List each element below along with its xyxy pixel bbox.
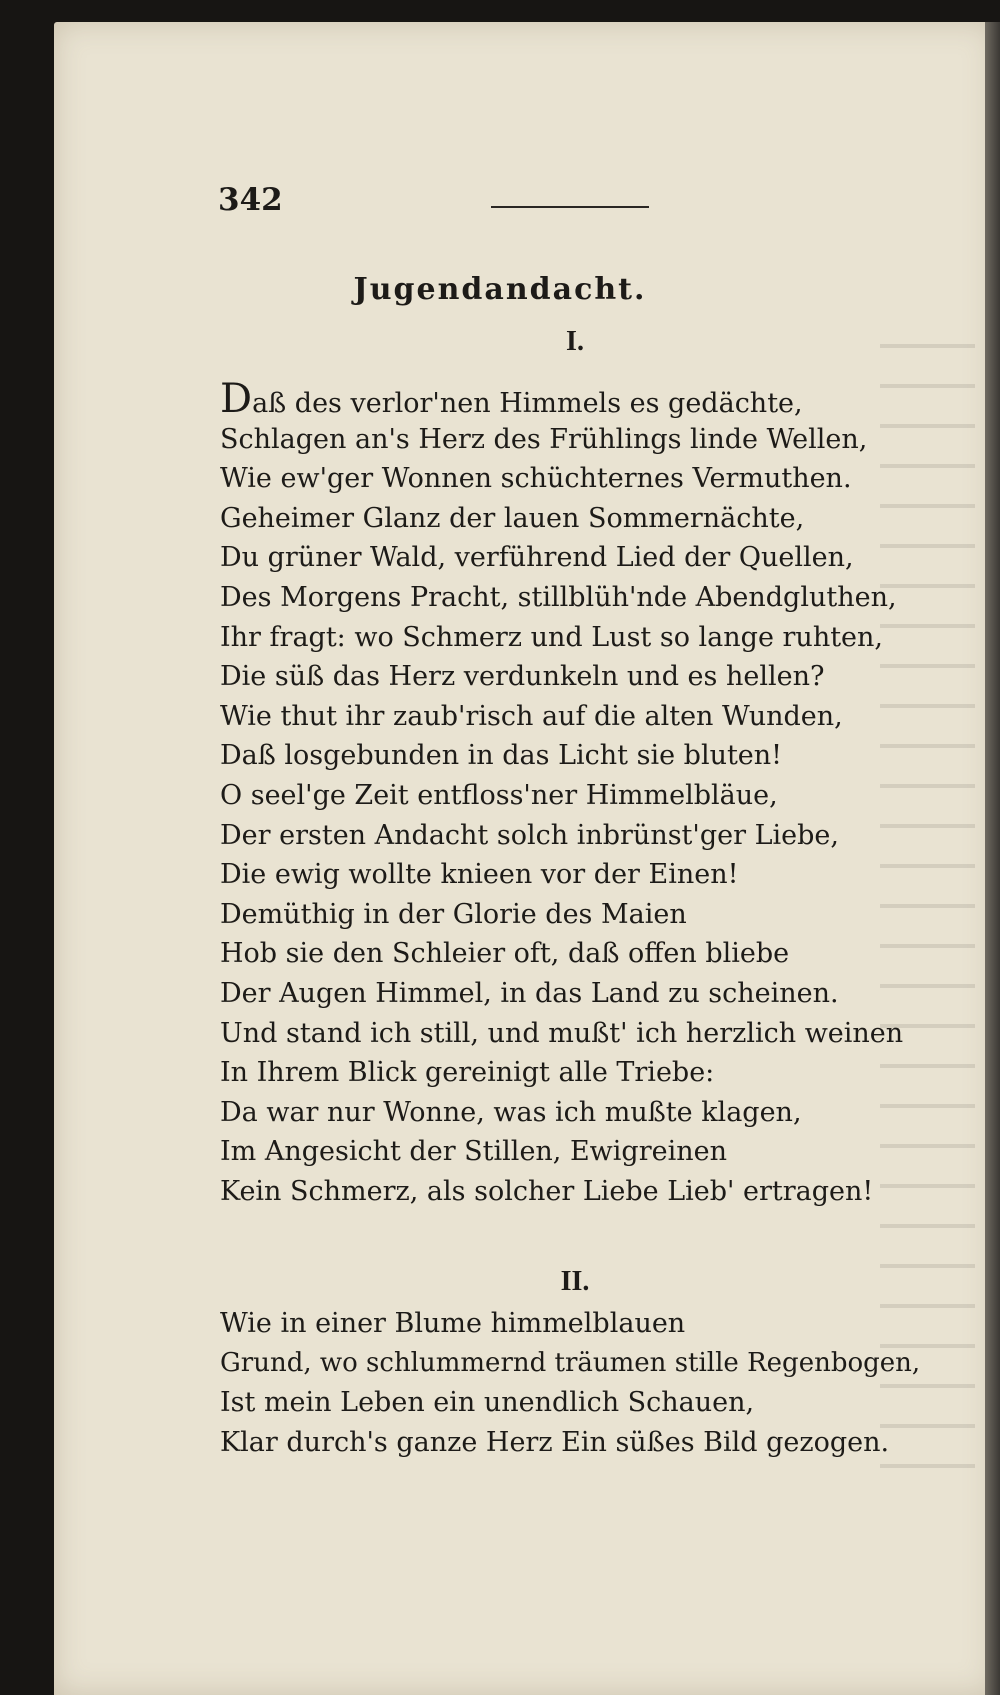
verse-line: Wie in einer Blume himmelblauen — [220, 1308, 686, 1339]
stanza-1 — [220, 376, 920, 1211]
verse-line: Die ewig wollte knieen vor der Einen! — [220, 859, 739, 891]
poem-title: Jugendandacht. — [353, 272, 647, 307]
verse-line: Im Angesicht der Stillen, Ewigreinen — [220, 1136, 727, 1168]
verse-line: Wie ew'ger Wonnen schüchternes Vermuthen. — [220, 463, 852, 495]
stanza-2 — [220, 1304, 920, 1462]
page-number: 342 — [218, 182, 283, 218]
verse-line: Ihr fragt: wo Schmerz und Lust so lange ruhten, — [220, 621, 884, 653]
verse-line: O seel'ge Zeit entfloss'ner Himmelbläue, — [220, 779, 778, 811]
verse-line: Geheimer Glanz der lauen Sommernächte, — [220, 502, 805, 534]
verse-line: Daß losgebunden in das Licht sie bluten! — [220, 740, 783, 772]
verse-line: Und stand ich still, und mußt' ich herzlich weinen — [220, 1017, 904, 1049]
verse-line: Demüthig in der Glorie des Maien — [220, 898, 687, 930]
verse-line: Schlagen an's Herz des Frühlings linde Wellen, — [220, 423, 868, 455]
verse-line: Wie thut ihr zaub'risch auf die alten Wunden, — [220, 700, 843, 732]
verse-line: Grund, wo schlummernd träumen stille Regenbogen, — [220, 1347, 921, 1378]
section-numeral-2: II. — [560, 1266, 590, 1297]
verse-line: Kein Schmerz, als solcher Liebe Lieb' ertragen! — [220, 1175, 874, 1207]
verse-line: Daß des verlor'nen Himmels es gedächte, — [220, 376, 803, 422]
verse-line: Klar durch's ganze Herz Ein süßes Bild gezogen. — [220, 1426, 890, 1458]
verse-line: Du grüner Wald, verführend Lied der Quellen, — [220, 542, 854, 574]
section-numeral-1: I. — [566, 326, 584, 357]
verse-line: Der ersten Andacht solch inbrünst'ger Liebe, — [220, 819, 839, 851]
verse-line: In Ihrem Blick gereinigt alle Triebe: — [220, 1057, 715, 1089]
verse-line: Ist mein Leben ein unendlich Schauen, — [220, 1387, 755, 1419]
verse-line: Der Augen Himmel, in das Land zu scheinen. — [220, 977, 839, 1009]
verse-line: Da war nur Wonne, was ich mußte klagen, — [220, 1096, 802, 1128]
verse-line: Des Morgens Pracht, stillblüh'nde Abendgluthen, — [220, 581, 897, 613]
verse-line: Die süß das Herz verdunkeln und es hellen? — [220, 661, 825, 693]
verse-line: Hob sie den Schleier oft, daß offen bliebe — [220, 938, 790, 970]
header-rule — [491, 206, 649, 208]
